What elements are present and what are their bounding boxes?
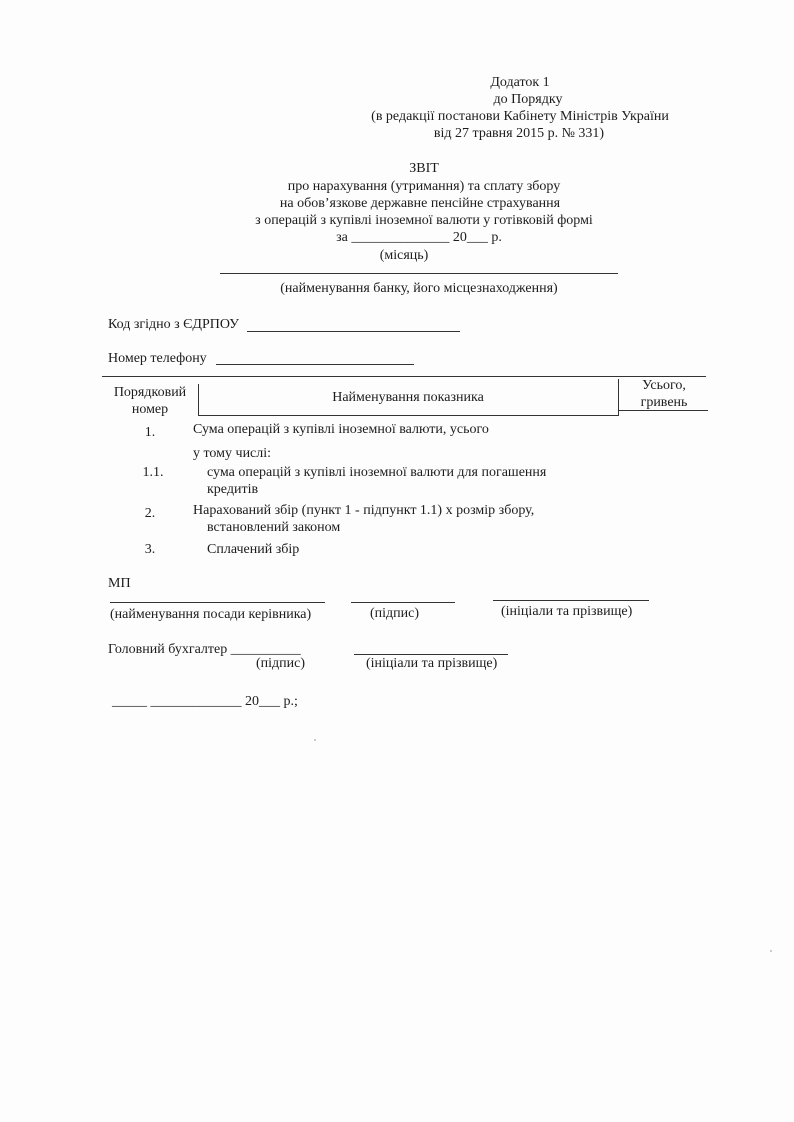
- row-1-text: Сума операцій з купівлі іноземної валюти, усього: [193, 422, 489, 437]
- head-initials-line[interactable]: [493, 600, 649, 601]
- row-1-1-text: сума операцій з купівлі іноземної валюти для погашення: [207, 465, 547, 480]
- row-2-text: Нарахований збір (пункт 1 - підпункт 1.1) х розмір збору,: [193, 503, 535, 518]
- report-heading: ЗВІТ: [409, 161, 439, 176]
- stamp-label: МП: [108, 576, 131, 591]
- accountant-signature-caption: (підпис): [256, 656, 306, 671]
- scan-speck: [314, 739, 316, 741]
- report-title-line-3: з операцій з купівлі іноземної валюти у готівковій формі: [255, 213, 593, 228]
- head-position-caption: (найменування посади керівника): [110, 607, 312, 622]
- header-total-line-2: гривень: [640, 395, 688, 410]
- chief-accountant-label: Головний бухгалтер __________: [108, 642, 301, 657]
- phone-label: Номер телефону: [108, 351, 207, 366]
- edrpou-label: Код згідно з ЄДРПОУ: [108, 317, 240, 332]
- header-number-line-1: Порядковий: [113, 385, 187, 400]
- report-title-line-2: на обов’язкове державне пенсійне страхування: [279, 196, 561, 211]
- report-period: за ______________ 20___ р.: [336, 230, 502, 245]
- row-2-number: 2.: [144, 506, 156, 521]
- report-period-caption: (місяць): [379, 248, 429, 263]
- annex-line-4: від 27 травня 2015 р. № 331): [433, 126, 605, 141]
- row-1-1-number: 1.1.: [142, 465, 164, 480]
- scan-speck: [770, 950, 772, 952]
- table-header-bottom-left: [198, 415, 618, 416]
- row-1-number: 1.: [144, 425, 156, 440]
- table-column-divider-1: [198, 384, 199, 416]
- accountant-initials-caption: (ініціали та прізвище): [366, 656, 498, 671]
- edrpou-field[interactable]: [247, 331, 460, 332]
- row-3-number: 3.: [144, 542, 156, 557]
- table-top-border: [102, 376, 706, 377]
- head-position-line[interactable]: [110, 602, 325, 603]
- row-2-text-cont: встановлений законом: [207, 520, 341, 535]
- row-1-1-text-cont: кредитів: [207, 482, 259, 497]
- head-signature-line[interactable]: [351, 602, 455, 603]
- accountant-initials-line[interactable]: [354, 654, 508, 655]
- row-3-text: Сплачений збір: [207, 542, 300, 557]
- annex-line-3: (в редакції постанови Кабінету Міністрів України: [371, 109, 669, 124]
- date-line: _____ _____________ 20___ р.;: [112, 694, 298, 709]
- header-total-line-1: Усього,: [642, 378, 686, 393]
- bank-name-line: [220, 273, 618, 274]
- report-title-line-1: про нарахування (утримання) та сплату збору: [287, 179, 561, 194]
- head-signature-caption: (підпис): [370, 606, 420, 621]
- bank-name-caption: (найменування банку, його місцезнаходження): [280, 281, 558, 296]
- phone-field[interactable]: [216, 364, 414, 365]
- annex-line-2: до Порядку: [493, 92, 563, 107]
- header-indicator-name: Найменування показника: [332, 390, 484, 405]
- annex-line-1: Додаток 1: [490, 75, 550, 90]
- head-initials-caption: (ініціали та прізвище): [501, 604, 633, 619]
- header-number-line-2: номер: [131, 402, 169, 417]
- row-1-subtext: у тому числі:: [193, 446, 272, 461]
